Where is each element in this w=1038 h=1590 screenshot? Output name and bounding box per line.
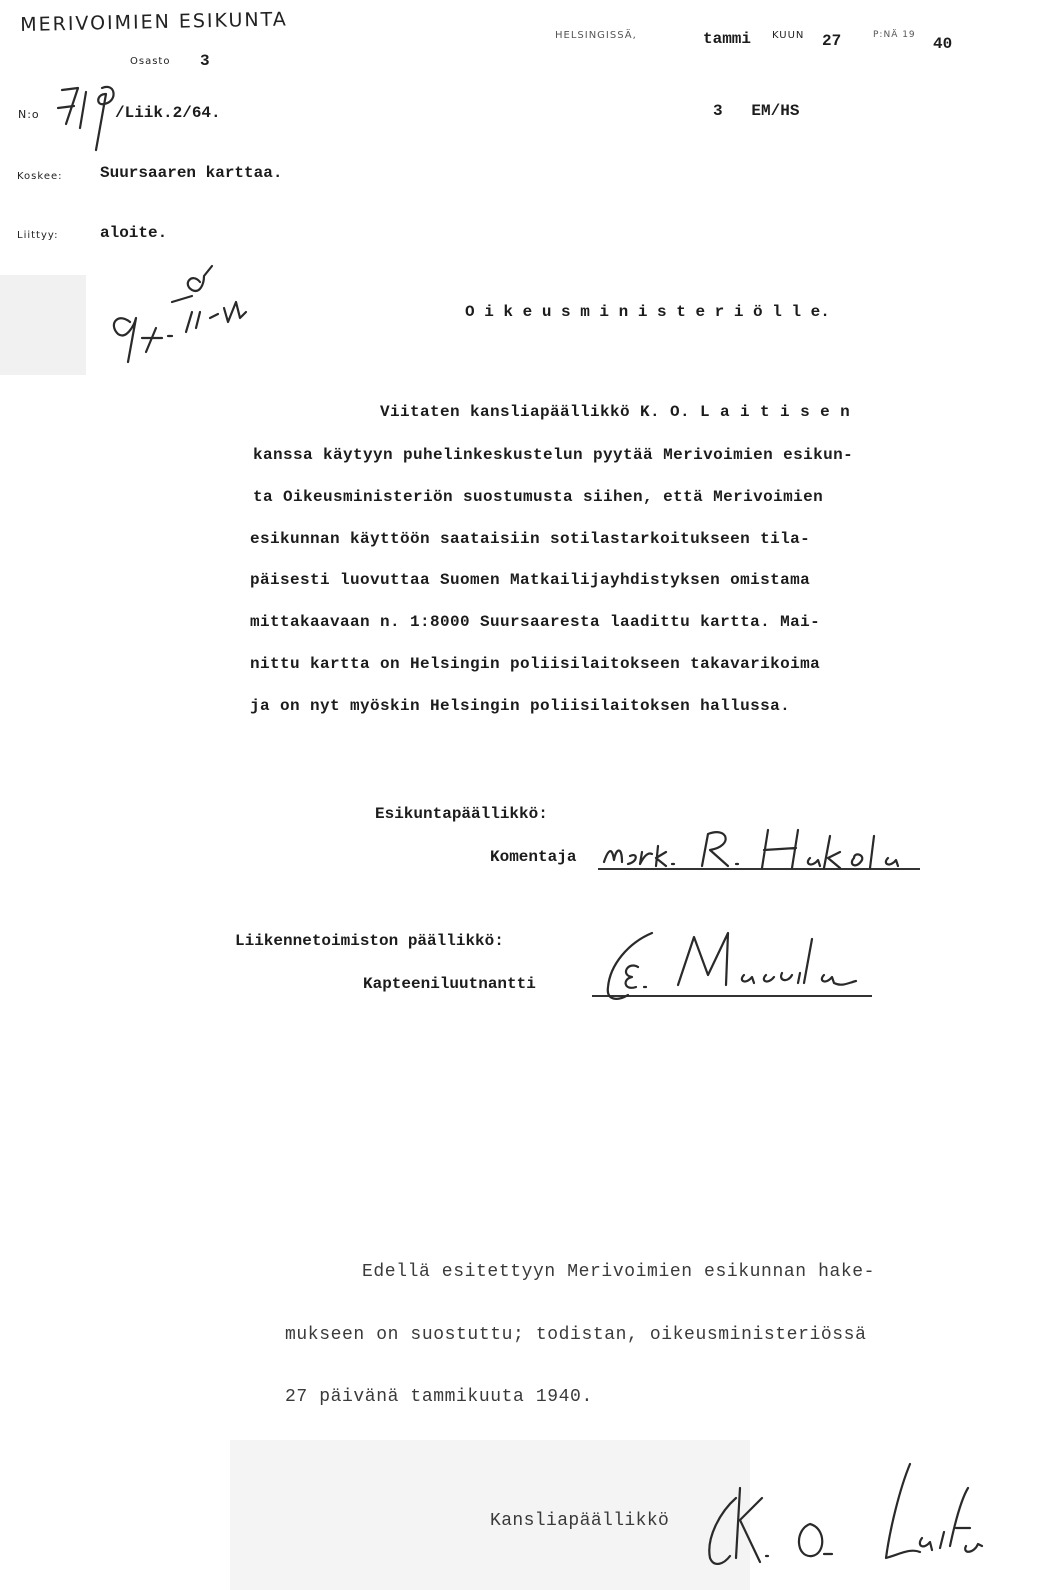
reference-code: 3 EM/HS — [713, 102, 800, 120]
place-label: HELSINGISSÄ, — [555, 30, 637, 41]
body-line: nittu kartta on Helsingin poliisilaitokseen takavarikoima — [250, 655, 821, 673]
year-value: 40 — [933, 35, 953, 53]
body-line: ta Oikeusministeriön suostumusta siihen, että Merivoimien — [253, 488, 824, 506]
organization-name: MERIVOIMIEN ESIKUNTA — [20, 8, 288, 36]
attachment-value: aloite. — [100, 224, 168, 242]
chief-of-staff-title: Esikuntapäällikkö: — [375, 805, 548, 823]
endorsement-line: Edellä esitettyyn Merivoimien esikunnan hake- — [362, 1262, 876, 1282]
body-line: Viitaten kansliapäällikkö K. O. L a i t i s e n — [380, 403, 851, 421]
paper-shading-left — [0, 275, 86, 375]
month-label: KUUN — [772, 30, 805, 41]
osasto-value: 3 — [200, 52, 210, 70]
chief-signature — [598, 812, 938, 872]
body-line: ja on nyt myöskin Helsingin poliisilaitoksen hallussa. — [250, 697, 791, 715]
traffic-signature — [598, 925, 888, 1005]
body-line: mittakaavaan n. 1:8000 Suursaaresta laadittu kartta. Mai- — [250, 613, 821, 631]
body-line: esikunnan käyttöön saataisiin sotilastarkoitukseen tila- — [250, 530, 811, 548]
endorsement-signer-title: Kansliapäällikkö — [490, 1511, 670, 1531]
body-line: päisesti luovuttaa Suomen Matkailijayhdistyksen omistama — [250, 571, 811, 589]
subject-label: Koskee: — [17, 171, 63, 182]
day-label: P:NÄ 19 — [873, 30, 916, 40]
day-value: 27 — [822, 32, 842, 50]
body-line: kanssa käytyyn puhelinkeskustelun pyytää Merivoimien esikun- — [253, 446, 854, 464]
traffic-office-title: Liikennetoimiston päällikkö: — [235, 932, 504, 950]
endorsement-line: mukseen on suostuttu; todistan, oikeusministeriössä — [285, 1325, 867, 1345]
endorsement-signature — [700, 1458, 1000, 1578]
attachment-label: Liittyy: — [17, 230, 59, 241]
endorsement-line: 27 päivänä tammikuuta 1940. — [285, 1387, 593, 1407]
chief-rank: Komentaja — [490, 848, 577, 866]
addressee: O i k e u s m i n i s t e r i ö l l e. — [465, 303, 830, 321]
subject-value: Suursaaren karttaa. — [100, 164, 283, 182]
number-label: N:o — [18, 108, 40, 121]
number-value: /Liik.2/64. — [115, 104, 221, 122]
month-value: tammi — [703, 30, 752, 48]
osasto-label: Osasto — [130, 56, 171, 67]
margin-note-handwriting — [100, 262, 260, 372]
traffic-rank: Kapteeniluutnantti — [363, 975, 536, 993]
